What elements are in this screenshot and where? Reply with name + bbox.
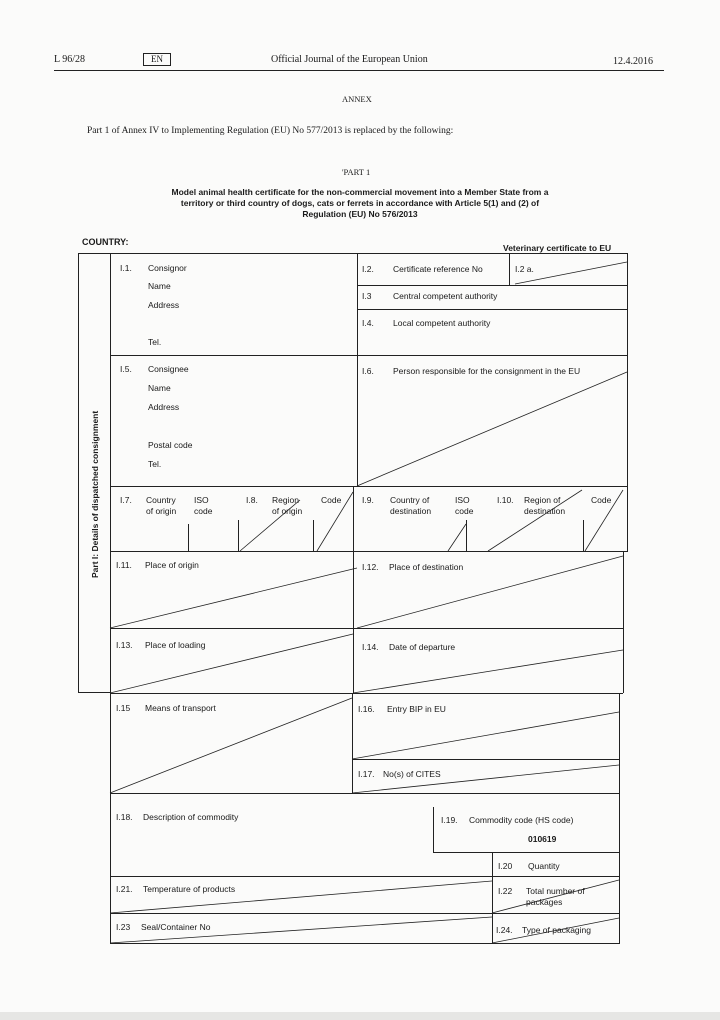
total-packages-label: packages (526, 897, 563, 907)
annex-heading: ANNEX (342, 94, 372, 104)
box-number: I.12. (362, 562, 379, 572)
intro-text: Part 1 of Annex IV to Implementing Regulation (EU) No 577/2013 is replaced by the following: (87, 126, 454, 136)
consignor-tel-label: Tel. (148, 337, 162, 347)
box-number: I.16. (358, 704, 375, 714)
region-of-destination-label: destination (524, 506, 566, 516)
header-rule (54, 70, 664, 71)
consignee-address-label: Address (148, 402, 180, 412)
place-of-origin-label: Place of origin (145, 560, 199, 570)
entry-bip-label: Entry BIP in EU (387, 704, 446, 714)
means-of-transport-label: Means of transport (145, 703, 216, 713)
country-of-destination-label: Country of (390, 495, 430, 505)
box-number: I.13. (116, 640, 133, 650)
commodity-code-label: Commodity code (HS code) (469, 815, 574, 825)
consignee-name-label: Name (148, 383, 171, 393)
box-number: I.10. (497, 495, 514, 505)
box-number: I.18. (116, 812, 133, 822)
type-of-packaging-label: Type of packaging (522, 925, 591, 935)
code-label: Code (321, 495, 342, 505)
region-of-origin-label: of origin (272, 506, 303, 516)
region-of-origin-label: Region (272, 495, 299, 505)
consignee-label: Consignee (148, 364, 189, 374)
country-of-origin-label: Country (146, 495, 176, 505)
box-number: I.23 (116, 922, 131, 932)
box-number: I.5. (120, 364, 132, 374)
place-of-destination-label: Place of destination (389, 562, 464, 572)
certificate-reference-label: Certificate reference No (393, 264, 483, 274)
box-number: I.9. (362, 495, 374, 505)
box-number: I.7. (120, 495, 132, 505)
consignor-name-label: Name (148, 281, 171, 291)
journal-date: 12.4.2016 (613, 56, 653, 67)
description-of-commodity-label: Description of commodity (143, 812, 239, 822)
box-number: I.20 (498, 861, 513, 871)
central-authority-label: Central competent authority (393, 291, 498, 301)
total-packages-label: Total number of (526, 886, 585, 896)
cites-label: No(s) of CITES (383, 769, 441, 779)
country-label: COUNTRY: (82, 237, 129, 247)
consignee-postal-label: Postal code (148, 440, 193, 450)
iso-code-label: code (194, 506, 213, 516)
box-number: I.22 (498, 886, 513, 896)
iso-code-label: ISO (455, 495, 470, 505)
hs-code-value: 010619 (528, 834, 557, 844)
box-number: I.3 (362, 291, 372, 301)
box-number: I.4. (362, 318, 374, 328)
consignee-tel-label: Tel. (148, 459, 162, 469)
scan-edge (0, 1012, 720, 1020)
country-of-destination-label: destination (390, 506, 432, 516)
person-responsible-label: Person responsible for the consignment in the EU (393, 366, 581, 376)
consignor-label: Consignor (148, 263, 187, 273)
box-number: I.1. (120, 263, 132, 273)
place-of-loading-label: Place of loading (145, 640, 206, 650)
code-label: Code (591, 495, 612, 505)
part-one-side-label: Part I: Details of dispatched consignment (90, 410, 100, 578)
quantity-label: Quantity (528, 861, 560, 871)
box-number: I.2. (362, 264, 374, 274)
box-number: I.11. (116, 560, 132, 570)
iso-code-label: ISO (194, 495, 209, 505)
consignor-address-label: Address (148, 300, 180, 310)
certificate-title (0, 187, 720, 220)
temperature-label: Temperature of products (143, 884, 236, 894)
local-authority-label: Local competent authority (393, 318, 491, 328)
country-of-origin-label: of origin (146, 506, 177, 516)
box-number: I.17. (358, 769, 375, 779)
box-number: I.19. (441, 815, 458, 825)
box-number: I.15 (116, 703, 131, 713)
title-line: Regulation (EU) No 576/2013 (302, 209, 418, 219)
box-number: I.2 a. (515, 264, 534, 274)
veterinary-certificate-label: Veterinary certificate to EU (503, 243, 612, 253)
date-of-departure-label: Date of departure (389, 642, 456, 652)
region-of-destination-label: Region of (524, 495, 561, 505)
language-badge: EN (143, 53, 171, 66)
box-number: I.14. (362, 642, 379, 652)
box-number: I.24. (496, 925, 513, 935)
title-line: Model animal health certificate for the non-commercial movement into a Member State from a (171, 187, 549, 197)
box-number: I.21. (116, 884, 133, 894)
part-heading: 'PART 1 (342, 167, 371, 177)
journal-title: Official Journal of the European Union (271, 54, 428, 65)
page-reference: L 96/28 (54, 54, 86, 65)
seal-container-label: Seal/Container No (141, 922, 211, 932)
box-number: I.8. (246, 495, 258, 505)
box-number: I.6. (362, 366, 374, 376)
iso-code-label: code (455, 506, 474, 516)
title-line: territory or third country of dogs, cats or ferrets in accordance with Article 5(1) and (2) of (180, 198, 540, 208)
